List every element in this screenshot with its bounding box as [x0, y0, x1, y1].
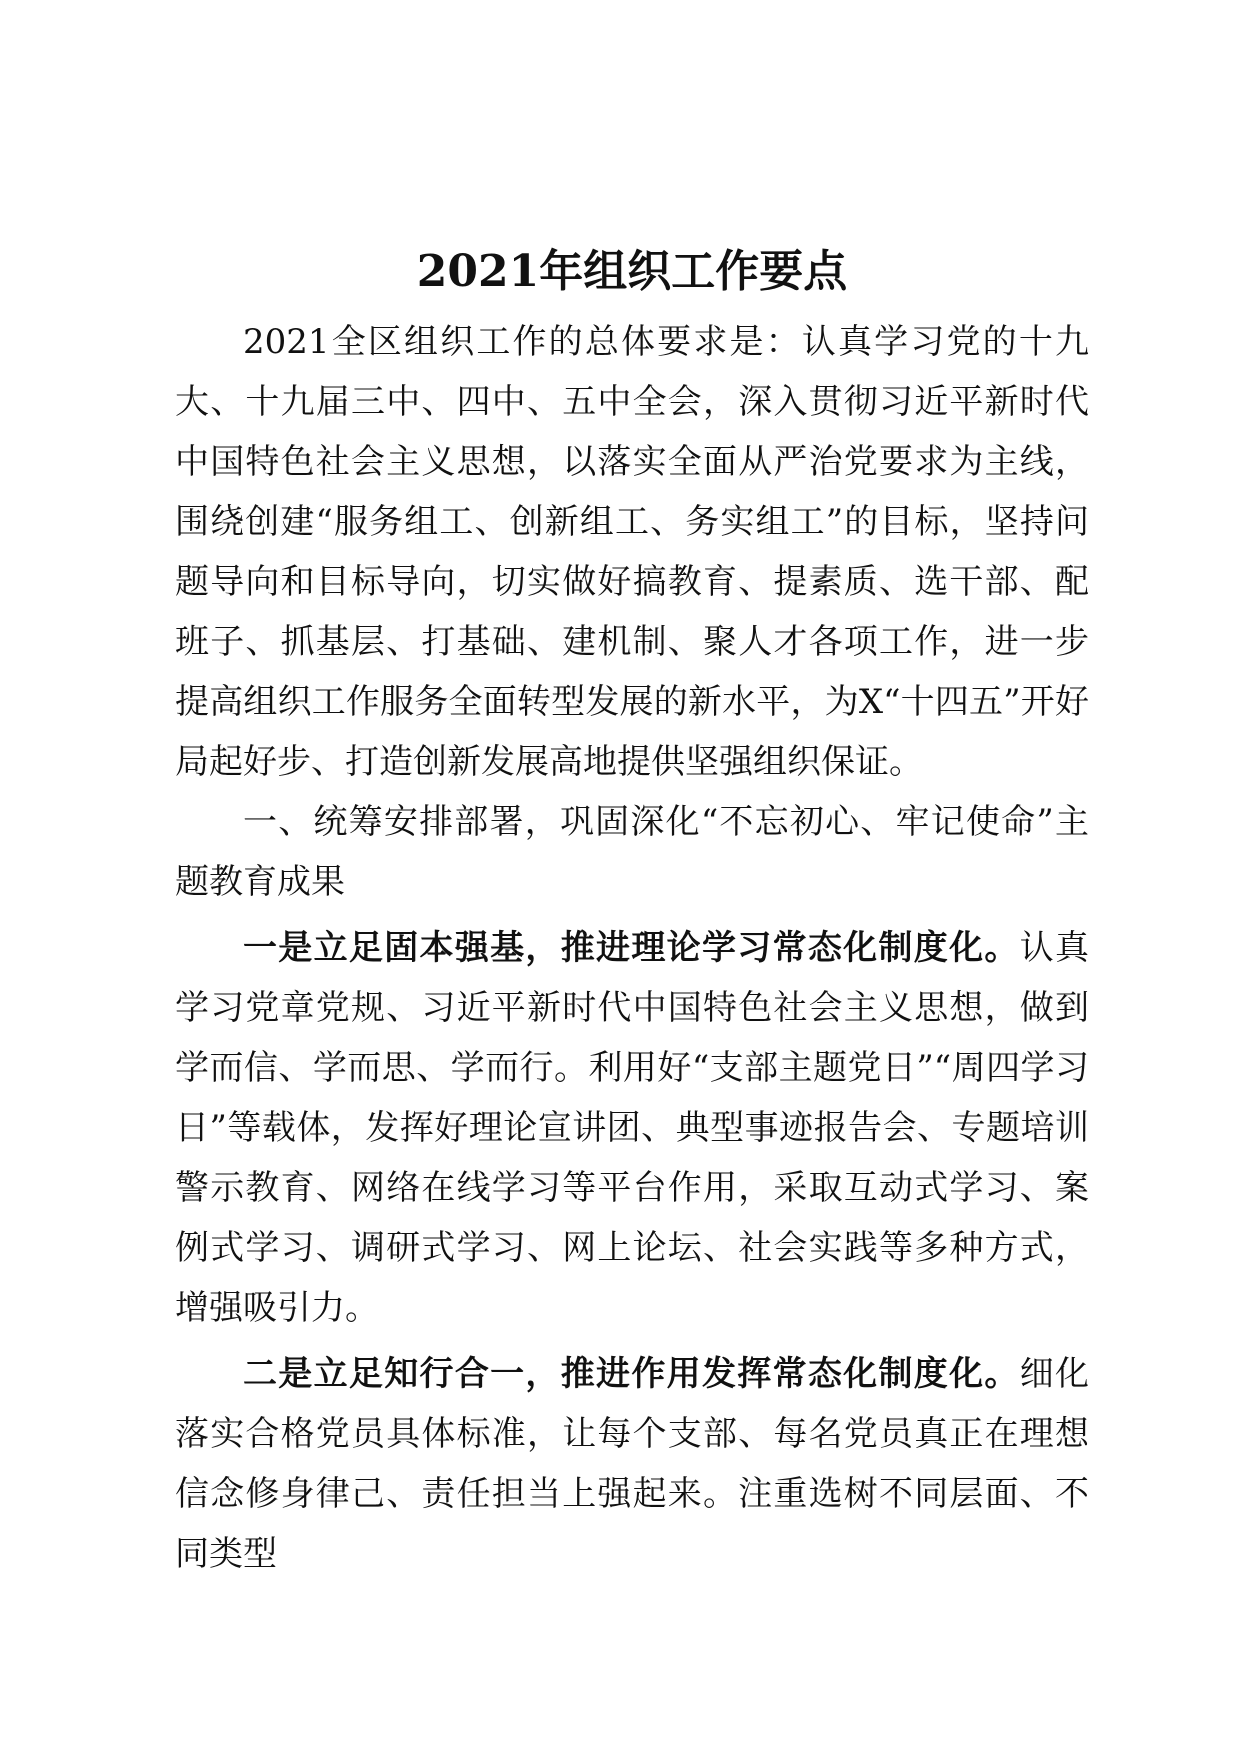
document-title: 2021年组织工作要点	[416, 246, 848, 297]
paragraph-text: 2021全区组织工作的总体要求是：认真学习党的十九大、十九届三中、四中、五中全会，深入贯彻习近平新时代中国特色社会主义思想，以落实全面从严治党要求为主线，围绕创建“服务组工、创新组工、务实组工”的目标，坚持问题导向和目标导向，切实做好搞教育、提素质、选干部、配班子、抓基层、打基础、建机制、聚人才各项工作，进一步提高组织工作服务全面转型发展的新水平，为X“十四五”开好局起好步、打造创新发展高地提供坚强组织保证。	[175, 322, 1089, 782]
section-heading-one	[175, 792, 1089, 912]
paragraph-text: 细化落实合格党员具体标准，让每个支部、每名党员真正在理想信念修身律己、责任担当上强起来。注重选树不同层面、不同类型	[175, 1354, 1090, 1574]
paragraph-lead-bold: 一是立足固本强基，推进理论学习常态化制度化。	[243, 928, 1020, 968]
paragraph-theory-study	[175, 918, 1089, 1338]
document-page	[175, 244, 1089, 1584]
paragraph-text: 认真学习党章党规、习近平新时代中国特色社会主义思想，做到学而信、学而思、学而行。利用好“支部主题党日”“周四学习日”等载体，发挥好理论宣讲团、典型事迹报告会、专题培训警示教育、网络在线学习等平台作用，采取互动式学习、案例式学习、调研式学习、网上论坛、社会实践等多种方式，增强吸引力。	[175, 928, 1090, 1328]
paragraph-text: 一、统筹安排部署，巩固深化“不忘初心、牢记使命”主题教育成果	[175, 802, 1089, 902]
paragraph-overall-requirements	[175, 312, 1089, 792]
paragraph-lead-bold: 二是立足知行合一，推进作用发挥常态化制度化。	[243, 1354, 1020, 1394]
paragraph-role-play	[175, 1344, 1089, 1584]
